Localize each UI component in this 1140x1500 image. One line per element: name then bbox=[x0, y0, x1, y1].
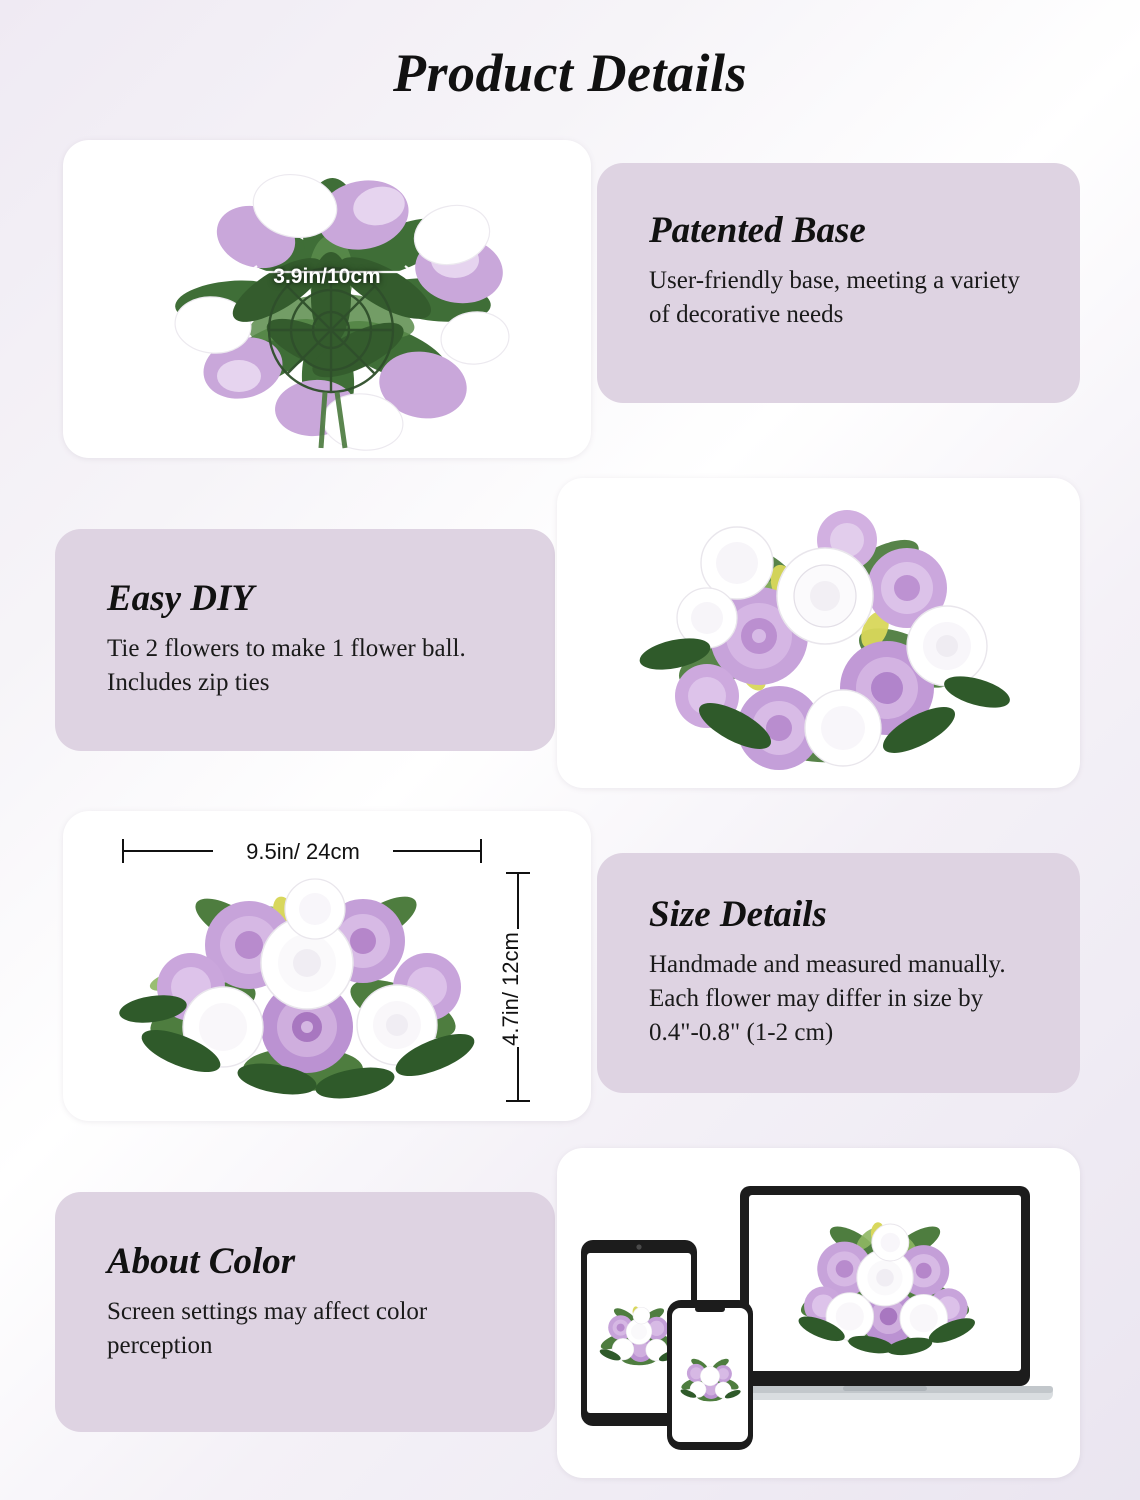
devices-illustration bbox=[557, 1148, 1080, 1478]
page-title: Product Details bbox=[393, 43, 747, 103]
easy-diy-body: Tie 2 flowers to make 1 flower ball. Includes zip ties bbox=[107, 635, 466, 696]
photo-easy-diy bbox=[557, 478, 1080, 788]
flower-base-illustration bbox=[63, 140, 591, 458]
section-card-patented-base bbox=[597, 163, 1080, 403]
height-label: 4.7in/ 12cm bbox=[498, 932, 523, 1046]
patented-base-heading: Patented Base bbox=[649, 210, 866, 251]
photo-patented-base bbox=[63, 140, 591, 458]
flower-ball-illustration bbox=[557, 478, 1080, 788]
size-details-body: Handmade and measured manually. Each flower may differ in size by 0.4"-0.8" (1-2 cm) bbox=[649, 951, 1006, 1046]
about-color-body: Screen settings may affect color perception bbox=[107, 1298, 428, 1359]
about-color-heading: About Color bbox=[107, 1241, 296, 1282]
section-card-size-details bbox=[597, 853, 1080, 1093]
flower-arrangement-illustration bbox=[63, 811, 591, 1121]
base-measurement-label: 3.9in/10cm bbox=[273, 264, 381, 288]
patented-base-body: User-friendly base, meeting a variety of decorative needs bbox=[649, 267, 1020, 328]
laptop-device bbox=[717, 1186, 1053, 1400]
size-details-heading: Size Details bbox=[649, 894, 827, 935]
section-card-easy-diy bbox=[55, 529, 555, 751]
easy-diy-heading: Easy DIY bbox=[107, 578, 254, 619]
photo-about-color bbox=[557, 1148, 1080, 1478]
photo-size-details bbox=[63, 811, 591, 1121]
section-card-about-color bbox=[55, 1192, 555, 1432]
width-label: 9.5in/ 24cm bbox=[246, 839, 360, 864]
phone-device bbox=[667, 1300, 753, 1450]
